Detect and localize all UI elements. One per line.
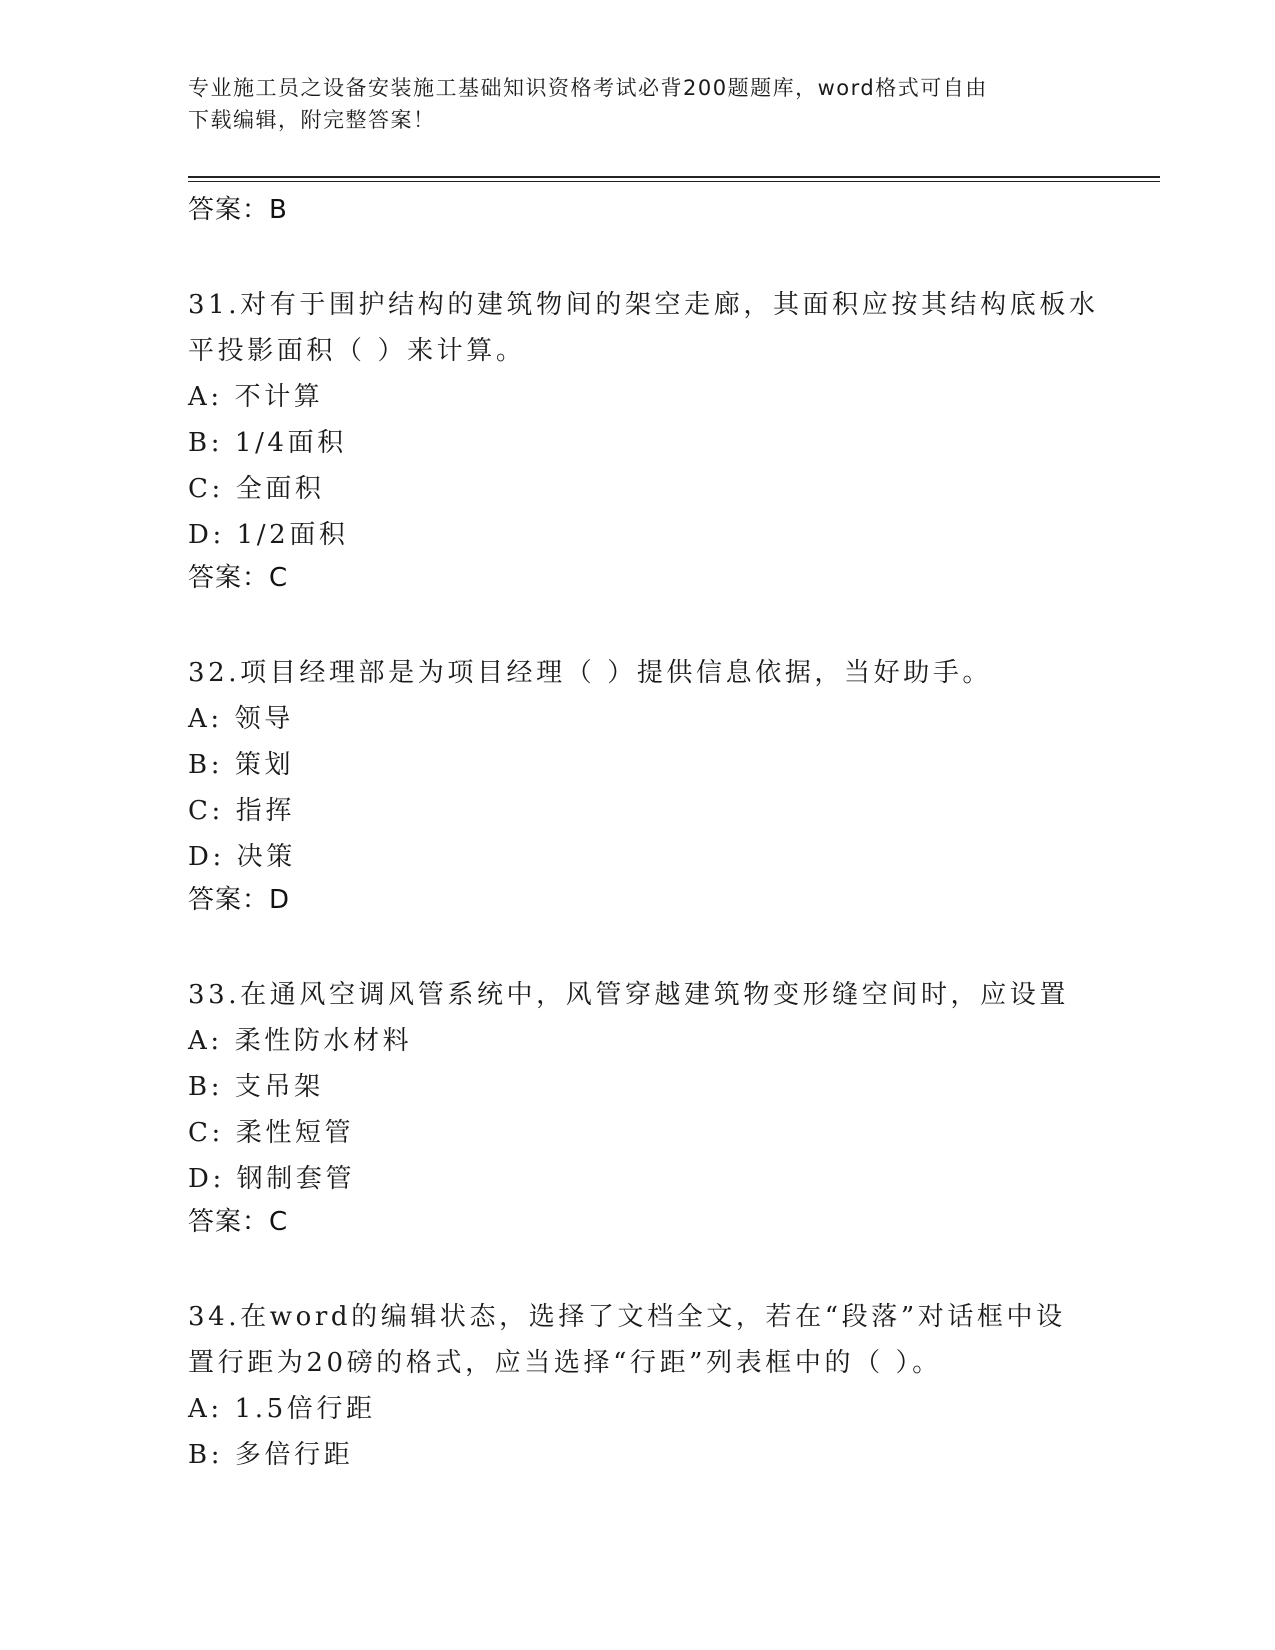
option-b: B: 支吊架	[188, 1072, 324, 1102]
answer-line: 答案：C	[188, 563, 289, 593]
option-d: D: 钢制套管	[188, 1164, 356, 1194]
question-stem: 32.项目经理部是为项目经理（ ）提供信息依据，当好助手。	[188, 658, 993, 688]
option-a: A: 1.5倍行距	[188, 1394, 376, 1424]
question-stem-cont: 置行距为20磅的格式，应当选择“行距”列表框中的（ ）。	[188, 1348, 942, 1378]
option-c: C: 全面积	[188, 474, 325, 504]
question-stem: 31.对有于围护结构的建筑物间的架空走廊，其面积应按其结构底板水	[188, 290, 1099, 320]
question-list	[188, 190, 1160, 1478]
option-a: A: 柔性防水材料	[188, 1026, 413, 1056]
option-d: D: 1/2面积	[188, 520, 349, 550]
header-divider	[188, 176, 1160, 182]
option-d: D: 决策	[188, 842, 296, 872]
question-stem-cont: 平投影面积（ ）来计算。	[188, 336, 526, 366]
option-c: C: 柔性短管	[188, 1118, 355, 1148]
option-a: A: 不计算	[188, 382, 324, 412]
option-b: B: 策划	[188, 750, 295, 780]
answer-line: 答案：D	[188, 885, 291, 915]
header-line-1: 专业施工员之设备安装施工基础知识资格考试必背200题题库，word格式可自由	[188, 76, 988, 100]
option-b: B: 1/4面积	[188, 428, 347, 458]
option-c: C: 指挥	[188, 796, 295, 826]
option-b: B: 多倍行距	[188, 1440, 354, 1470]
answer-line: 答案：B	[188, 195, 288, 225]
option-a: A: 领导	[188, 704, 294, 734]
question-stem: 34.在word的编辑状态，选择了文档全文，若在“段落”对话框中设	[188, 1302, 1066, 1332]
header-line-2: 下载编辑，附完整答案！	[188, 108, 436, 132]
page-header	[188, 72, 1088, 136]
answer-line: 答案：C	[188, 1207, 289, 1237]
question-stem: 33.在通风空调风管系统中，风管穿越建筑物变形缝空间时，应设置	[188, 980, 1069, 1010]
